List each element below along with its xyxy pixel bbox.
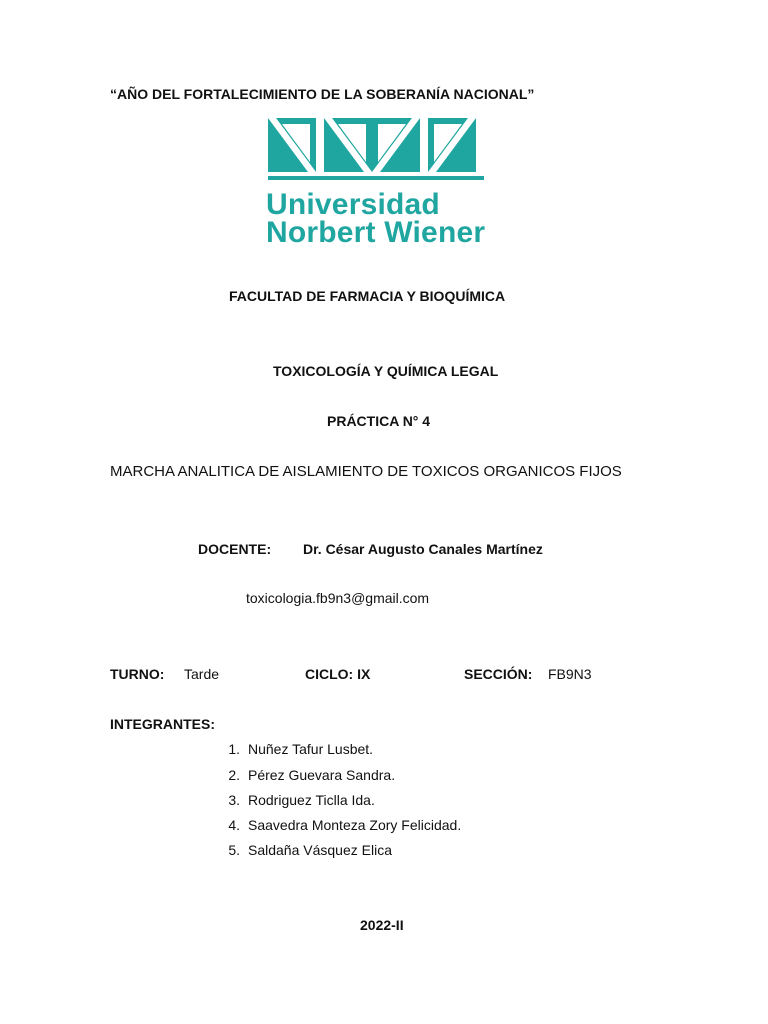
university-logo [262,114,522,250]
teacher-name: Dr. César Augusto Canales Martínez [303,541,543,557]
turno-value: Tarde [184,666,220,682]
logo-text-line2: Norbert Wiener [266,216,486,249]
list-item-name: Rodriguez Ticlla Ida. [248,792,375,808]
teacher-label: DOCENTE: [198,541,272,557]
list-item-number: 4. [228,817,240,833]
list-item-name: Saavedra Monteza Zory Felicidad. [248,817,462,833]
practice-title: PRÁCTICA N° 4 [327,413,431,429]
list-item-name: Saldaña Vásquez Elica [248,842,392,858]
members-label: INTEGRANTES: [110,716,215,732]
list-item-number: 5. [228,842,240,858]
faculty-title: FACULTAD DE FARMACIA Y BIOQUÍMICA [229,288,506,304]
course-title: TOXICOLOGÍA Y QUÍMICA LEGAL [273,363,499,379]
list-item-name: Pérez Guevara Sandra. [248,767,396,783]
seccion-value: FB9N3 [548,666,592,682]
list-item-number: 3. [228,792,240,808]
topic-title: MARCHA ANALITICA DE AISLAMIENTO DE TOXICOS ORGANICOS FIJOS [110,463,622,480]
seccion-label: SECCIÓN: [464,666,533,682]
list-item-number: 1. [228,741,240,757]
list-item-name: Nuñez Tafur Lusbet. [248,741,374,757]
turno-label: TURNO: [110,666,165,682]
logo-emblem [262,114,522,184]
ciclo-label: CICLO: IX [305,666,371,682]
header-motto: “AÑO DEL FORTALECIMIENTO DE LA SOBERANÍA NACIONAL” [110,86,535,102]
logo-text-line1: Universidad [266,188,440,221]
period: 2022-II [360,917,404,933]
list-item-number: 2. [228,767,240,783]
teacher-email[interactable]: toxicologia.fb9n3@gmail.com [246,590,430,606]
